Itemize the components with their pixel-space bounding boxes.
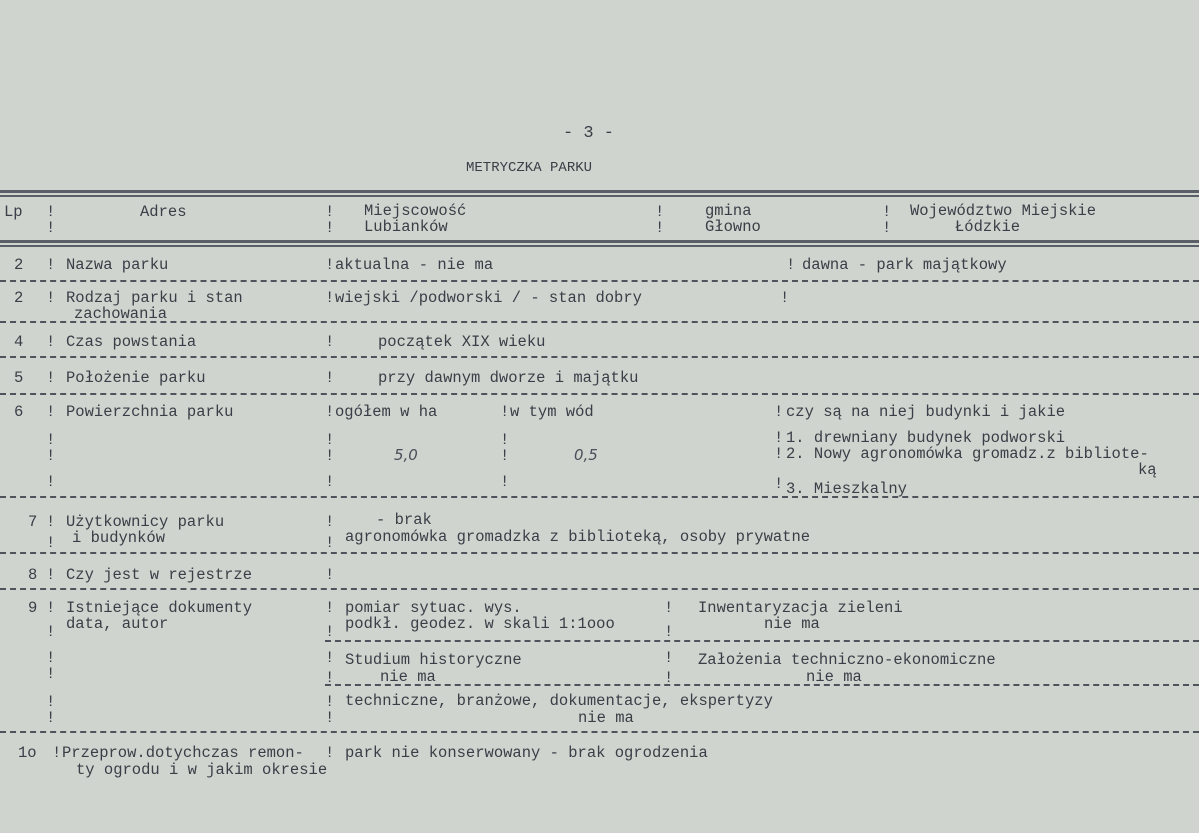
- column-separator: !: [325, 513, 335, 531]
- row-value: przy dawnym dworze i majątku: [378, 369, 639, 387]
- column-separator: !: [774, 445, 784, 463]
- doc-survey: pomiar sytuac. wys.: [345, 599, 522, 617]
- header-bottom-rule-2: [0, 245, 1199, 247]
- header-lp: Lp: [4, 203, 23, 221]
- column-separator: !: [325, 744, 335, 762]
- column-separator: !: [325, 431, 335, 449]
- column-separator: !: [774, 475, 784, 493]
- header-miejscowosc-label: Miejscowość: [364, 202, 467, 220]
- column-separator: !: [325, 447, 335, 465]
- column-separator: !: [774, 429, 784, 447]
- row-label: Nazwa parku: [66, 256, 169, 274]
- row-number: 1o: [18, 744, 37, 762]
- row-label-cont: zachowania: [74, 305, 168, 323]
- column-separator: !: [325, 599, 335, 617]
- column-separator: !: [325, 534, 335, 552]
- column-separator: !: [325, 203, 335, 221]
- column-separator: !: [325, 709, 335, 727]
- column-separator: !: [46, 256, 56, 274]
- row-label: Położenie parku: [66, 369, 206, 387]
- column-separator: !: [325, 219, 335, 237]
- row-divider: [0, 356, 1199, 358]
- column-separator: !: [500, 473, 510, 491]
- area-water-value: 0,5: [574, 446, 598, 464]
- buildings-question: czy są na niej budynki i jakie: [786, 403, 1066, 421]
- column-separator: !: [46, 219, 56, 237]
- header-gmina-label: gmina: [705, 202, 752, 220]
- row-divider: [0, 588, 1199, 590]
- row-label: Istniejące dokumenty: [66, 599, 253, 617]
- building-item-2: 2. Nowy agronomówka gromadz.z bibliote-: [786, 445, 1149, 463]
- area-water-label: w tym wód: [510, 403, 594, 421]
- column-separator: !: [325, 669, 335, 687]
- column-separator: !: [325, 473, 335, 491]
- row-label: Czy jest w rejestrze: [66, 566, 253, 584]
- column-separator: !: [882, 203, 892, 221]
- header-adres: Adres: [140, 203, 187, 221]
- column-separator: !: [325, 333, 335, 351]
- table-top-rule: [0, 190, 1199, 193]
- doc-technical-economic: Założenia techniczno-ekonomiczne: [698, 651, 996, 669]
- column-separator: !: [655, 203, 665, 221]
- column-separator: !: [325, 256, 335, 274]
- column-separator: !: [786, 256, 796, 274]
- row-value-former: dawna - park majątkowy: [802, 256, 1007, 274]
- column-separator: !: [46, 534, 56, 552]
- column-separator: !: [46, 709, 56, 727]
- row-number: 2: [14, 256, 24, 274]
- row-value: początek XIX wieku: [378, 333, 546, 351]
- row-divider: [0, 552, 1199, 554]
- row-divider: [0, 280, 1199, 282]
- row-label: Powierzchnia parku: [66, 403, 234, 421]
- doc-technical-economic-status: nie ma: [806, 668, 862, 686]
- column-separator: !: [46, 693, 56, 711]
- row-divider: [0, 393, 1199, 395]
- column-separator: !: [46, 333, 56, 351]
- column-separator: !: [325, 566, 335, 584]
- column-separator: !: [500, 447, 510, 465]
- column-separator: !: [664, 623, 674, 641]
- column-separator: !: [46, 289, 56, 307]
- column-separator: !: [500, 431, 510, 449]
- row-label: Rodzaj parku i stan: [66, 289, 243, 307]
- page-number: - 3 -: [563, 124, 615, 143]
- doc-history-status: nie ma: [380, 668, 436, 686]
- column-separator: !: [780, 289, 790, 307]
- header-gmina-value: Głowno: [705, 218, 761, 236]
- column-separator: !: [325, 369, 335, 387]
- column-separator: !: [46, 599, 56, 617]
- doc-greenery-status: nie ma: [764, 615, 820, 633]
- row-label-cont: ty ogrodu i w jakim okresie: [76, 761, 328, 779]
- column-separator: !: [325, 403, 335, 421]
- header-wojewodztwo-value: Łódzkie: [955, 218, 1021, 236]
- column-separator: !: [46, 403, 56, 421]
- row-value-current: aktualna - nie ma: [335, 256, 494, 274]
- sub-divider: [325, 684, 1199, 686]
- column-separator: !: [882, 219, 892, 237]
- area-total-value: 5,0: [394, 446, 418, 464]
- header-bottom-rule: [0, 240, 1199, 243]
- column-separator: !: [664, 599, 674, 617]
- doc-survey-cont: podkł. geodez. w skali 1:1ooo: [345, 615, 615, 633]
- column-separator: !: [46, 473, 56, 491]
- header-miejscowosc-value: Lubianków: [364, 218, 448, 236]
- row-number: 5: [14, 369, 24, 387]
- sub-divider: [325, 640, 1199, 642]
- row-value: wiejski /podworski / - stan dobry: [335, 289, 642, 307]
- column-separator: !: [46, 203, 56, 221]
- doc-other-status: nie ma: [578, 709, 634, 727]
- row-divider: [0, 496, 1199, 498]
- row-number: 8: [28, 566, 38, 584]
- column-separator: !: [325, 623, 335, 641]
- doc-other: techniczne, branżowe, dokumentacje, ekspertyzy: [345, 692, 773, 710]
- page-title: METRYCZKA PARKU: [466, 160, 593, 176]
- column-separator: !: [655, 219, 665, 237]
- header-wojewodztwo-label: Województwo Miejskie: [910, 202, 1097, 220]
- row-value: park nie konserwowany - brak ogrodzenia: [345, 744, 708, 762]
- column-separator: !: [46, 566, 56, 584]
- row-number: 9: [28, 599, 38, 617]
- row-divider: [0, 731, 1199, 733]
- column-separator: !: [325, 649, 335, 667]
- area-total-label: ogółem w ha: [335, 403, 438, 421]
- column-separator: !: [46, 369, 56, 387]
- building-item-1: 1. drewniany budynek podworski: [786, 429, 1066, 447]
- row-value: - brak: [376, 511, 432, 529]
- row-label-cont: data, autor: [66, 615, 169, 633]
- column-separator: !: [46, 623, 56, 641]
- column-separator: !: [500, 403, 510, 421]
- column-separator: !: [46, 447, 56, 465]
- row-number: 4: [14, 333, 24, 351]
- column-separator: !: [774, 403, 784, 421]
- row-label: Czas powstania: [66, 333, 197, 351]
- column-separator: !: [46, 513, 56, 531]
- building-item-3: 3. Mieszkalny: [786, 480, 907, 498]
- column-separator: !: [325, 289, 335, 307]
- column-separator: !: [664, 649, 674, 667]
- column-separator: !: [46, 431, 56, 449]
- column-separator: !: [52, 744, 62, 762]
- row-label: Przeprow.dotychczas remon-: [62, 744, 304, 762]
- row-value-cont: agronomówka gromadzka z biblioteką, osoby prywatne: [345, 528, 811, 546]
- row-divider: [0, 321, 1199, 323]
- column-separator: !: [325, 693, 335, 711]
- row-label-cont: i budynków: [72, 529, 166, 547]
- row-label: Użytkownicy parku: [66, 513, 225, 531]
- doc-history: Studium historyczne: [345, 651, 522, 669]
- column-separator: !: [46, 665, 56, 683]
- doc-greenery: Inwentaryzacja zieleni: [698, 599, 903, 617]
- column-separator: !: [664, 669, 674, 687]
- row-number: 6: [14, 403, 24, 421]
- row-number: 7: [28, 513, 38, 531]
- column-separator: !: [46, 649, 56, 667]
- building-item-2-cont: ką: [1138, 461, 1157, 479]
- row-number: 2: [14, 289, 24, 307]
- table-top-rule-2: [0, 195, 1199, 197]
